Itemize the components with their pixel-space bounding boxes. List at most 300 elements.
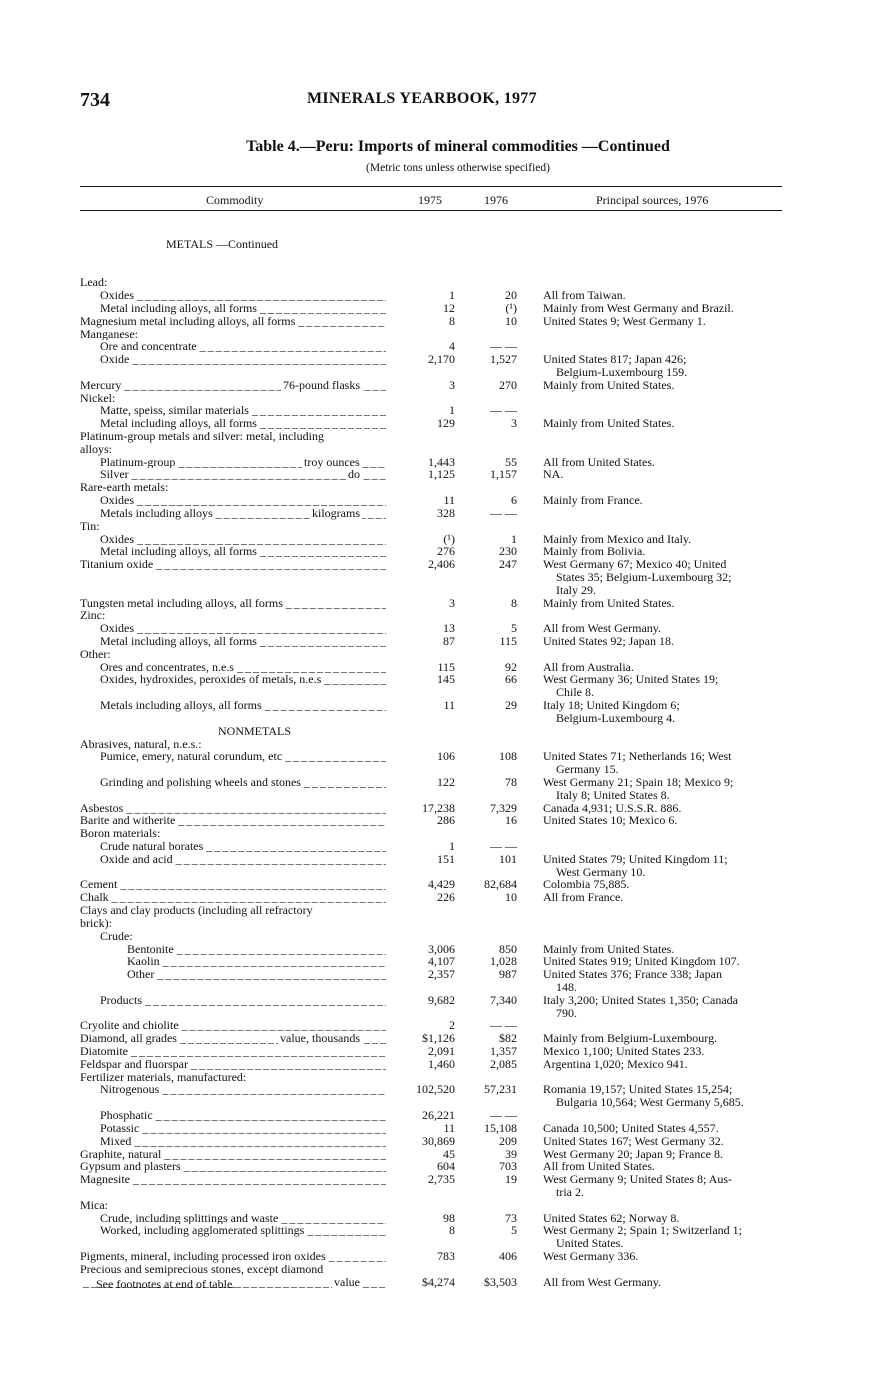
value-1975-cell: 2,170 — [428, 352, 455, 367]
commodity-text: Metals including alloys, all forms — [100, 699, 262, 712]
value-1976-cell: 10 — [505, 890, 517, 905]
commodity-text: Platinum-group metals and silver: metal, including — [80, 430, 324, 443]
column-header-sources: Principal sources, 1976 — [596, 193, 709, 207]
principal-sources-cell: United States 167; West Germany 32. — [543, 1133, 724, 1148]
table-header-rule — [80, 210, 782, 211]
commodity-text: Grinding and polishing wheels and stones — [100, 775, 301, 789]
principal-sources-cell: Italy 29. — [556, 582, 596, 597]
commodity-text: Boron materials: — [80, 827, 161, 840]
table-row — [0, 840, 871, 853]
table-row — [0, 1109, 871, 1122]
value-1976-cell: 66 — [505, 672, 517, 687]
unit-label: 76-pound flasks — [283, 377, 360, 392]
value-1975-cell: 106 — [437, 749, 455, 764]
commodity-text: Abrasives, natural, n.e.s.: — [80, 737, 202, 751]
commodity-text: Pumice, emery, natural corundum, etc — [100, 750, 283, 764]
principal-sources-cell: Mainly from United States. — [543, 595, 675, 610]
value-1975-cell: 604 — [437, 1159, 455, 1174]
commodity-text: Magnesium metal including alloys, all forms — [80, 314, 296, 328]
commodity-text: Worked, including agglomerated splittings — [100, 1224, 305, 1238]
table-row — [0, 571, 871, 584]
table-row — [0, 353, 871, 366]
value-1976-cell: 5 — [511, 621, 517, 636]
commodity-text: Precious and semiprecious stones, except diamond — [80, 1262, 324, 1276]
commodity-text: Other: — [80, 647, 111, 661]
principal-sources-cell: Colombia 75,885. — [543, 877, 630, 892]
value-1976-cell: 3 — [511, 416, 517, 431]
table-row — [0, 891, 871, 904]
value-1976-cell: 5 — [511, 1223, 517, 1238]
table-row — [0, 315, 871, 328]
value-1975-cell: 1,460 — [428, 1056, 455, 1071]
table-row — [0, 1135, 871, 1148]
commodity-label — [100, 353, 386, 366]
value-1975-cell: 1,125 — [428, 467, 455, 482]
table-row — [0, 738, 871, 751]
commodity-text: Manganese: — [80, 327, 138, 341]
principal-sources-cell: All from West Germany. — [543, 621, 662, 636]
value-1975-cell: 2,406 — [428, 557, 455, 572]
table-row — [0, 1263, 871, 1276]
commodity-label — [127, 968, 386, 981]
commodity-label — [100, 302, 386, 315]
commodity-text: Oxides, hydroxides, peroxides of metals, n.e.s — [100, 673, 322, 687]
principal-sources-cell: United States 919; United Kingdom 107. — [543, 954, 740, 969]
commodity-label — [100, 340, 386, 353]
value-1976-cell: 230 — [499, 544, 517, 559]
principal-sources-cell: West Germany 9; United States 8; Aus- — [543, 1172, 733, 1187]
principal-sources-cell: West Germany 2; Spain 1; Switzerland 1; — [543, 1223, 742, 1238]
value-1976-cell: 82,684 — [484, 877, 517, 892]
table-row — [0, 520, 871, 533]
value-1976-cell: — — — [490, 1018, 517, 1033]
value-1976-cell: 73 — [505, 1210, 517, 1225]
commodity-text: Metal including alloys, all forms — [100, 301, 257, 315]
value-1976-cell: 7,329 — [490, 800, 517, 815]
value-1975-cell: 129 — [437, 416, 455, 431]
table-row — [0, 533, 871, 546]
table-row — [0, 1007, 871, 1020]
commodity-text: Pigments, mineral, including processed iron oxides — [80, 1250, 326, 1263]
table-row — [0, 328, 871, 341]
commodity-text: Oxides — [100, 622, 134, 635]
commodity-text: Mixed — [100, 1134, 132, 1148]
principal-sources-cell: United States 9; West Germany 1. — [543, 313, 706, 328]
footnote: See footnotes at end of table. — [96, 1277, 236, 1291]
value-1975-cell: 102,520 — [416, 1082, 455, 1097]
commodity-text: Crude, including splittings and waste — [100, 1211, 279, 1225]
commodity-text: Clays and clay products (including all refractory — [80, 904, 313, 917]
principal-sources-cell: Mainly from Belgium-Luxembourg. — [543, 1031, 718, 1046]
table-row — [0, 1199, 871, 1212]
commodity-text: Nitrogenous — [100, 1083, 160, 1097]
commodity-text: Other — [127, 968, 155, 981]
principal-sources-cell: Mainly from United States. — [543, 941, 675, 956]
commodity-label — [80, 1263, 386, 1276]
commodity-label — [127, 943, 386, 956]
table-row — [0, 1045, 871, 1058]
value-1976-cell: 10 — [505, 313, 517, 328]
unit-label: troy ounces — [304, 454, 360, 469]
principal-sources-cell: Italy 8; United States 8. — [556, 787, 670, 802]
section-heading: NONMETALS — [218, 723, 292, 738]
principal-sources-cell: Bulgaria 10,564; West Germany 5,685. — [556, 1095, 744, 1110]
commodity-label — [100, 404, 386, 417]
value-1976-cell: 1,157 — [490, 467, 517, 482]
value-1975-cell: 11 — [443, 493, 455, 508]
principal-sources-cell: Mexico 1,100; United States 233. — [543, 1044, 705, 1058]
commodity-label — [80, 1173, 386, 1186]
table-top-rule — [80, 186, 782, 187]
commodity-text: Rare-earth metals: — [80, 481, 169, 495]
principal-sources-cell: West Germany 21; Spain 18; Mexico 9; — [543, 774, 734, 789]
table-row — [0, 1122, 871, 1135]
value-1975-cell: 151 — [437, 851, 455, 866]
table-row — [0, 699, 871, 712]
principal-sources-cell: All from West Germany. — [543, 1274, 662, 1289]
table-row — [0, 468, 871, 481]
table-row — [0, 968, 871, 981]
value-1975-cell: 2 — [449, 1018, 455, 1033]
value-1976-cell: 8 — [511, 595, 517, 610]
value-1975-cell: 3,006 — [428, 941, 455, 956]
commodity-label — [80, 1250, 386, 1263]
principal-sources-cell: Germany 15. — [556, 762, 619, 777]
principal-sources-cell: All from Taiwan. — [543, 288, 626, 303]
value-1975-cell: 4,107 — [428, 954, 455, 969]
table-row — [0, 597, 871, 610]
commodity-label — [80, 648, 386, 661]
principal-sources-cell: Mainly from Bolivia. — [543, 544, 646, 559]
value-1975-cell: 13 — [443, 621, 455, 636]
table-row — [0, 494, 871, 507]
commodity-text: Crude natural borates — [100, 840, 204, 853]
principal-sources-cell: 148. — [556, 979, 577, 994]
commodity-text: Matte, speiss, similar materials — [100, 404, 249, 418]
table-row — [0, 609, 871, 622]
principal-sources-cell: NA. — [543, 467, 564, 482]
value-1975-cell: 3 — [449, 595, 455, 610]
principal-sources-cell: Canada 4,931; U.S.S.R. 886. — [543, 800, 682, 815]
value-1975-cell: 783 — [437, 1249, 455, 1263]
principal-sources-cell: United States 62; Norway 8. — [543, 1210, 680, 1225]
value-1975-cell: 2,735 — [428, 1172, 455, 1187]
value-1976-cell: $82 — [499, 1031, 517, 1046]
commodity-label — [80, 827, 386, 840]
commodity-label — [80, 891, 386, 904]
commodity-text: Metal including alloys, all forms — [100, 545, 257, 559]
value-1975-cell: 1 — [449, 839, 455, 853]
commodity-text: Bentonite — [127, 942, 174, 956]
principal-sources-cell: Italy 18; United Kingdom 6; — [543, 698, 680, 713]
value-1976-cell: — — — [490, 505, 517, 520]
table-row — [0, 1250, 871, 1263]
value-1976-cell: 6 — [511, 493, 517, 508]
commodity-text: Chalk — [80, 891, 109, 905]
commodity-label — [100, 1083, 386, 1096]
principal-sources-cell: West Germany 67; Mexico 40; United — [543, 557, 727, 572]
table-row — [0, 827, 871, 840]
principal-sources-cell: Chile 8. — [556, 685, 594, 700]
value-1975-cell: 9,682 — [428, 992, 455, 1007]
commodity-text: Ore and concentrate — [100, 340, 197, 354]
commodity-label — [127, 955, 386, 968]
commodity-text: Barite and witherite — [80, 814, 176, 828]
table-row — [0, 673, 871, 686]
principal-sources-cell: United States 817; Japan 426; — [543, 352, 687, 367]
principal-sources-cell: Mainly from United States. — [543, 377, 675, 392]
table-row — [0, 289, 871, 302]
commodity-label — [80, 1199, 386, 1212]
running-head: MINERALS YEARBOOK, 1977 — [307, 90, 537, 107]
commodity-label — [80, 917, 386, 930]
value-1975-cell: 30,869 — [422, 1133, 455, 1148]
principal-sources-cell: United States 92; Japan 18. — [543, 634, 674, 648]
commodity-text: Oxide and acid — [100, 852, 173, 866]
commodity-label — [80, 814, 386, 827]
commodity-text: Silver — [100, 468, 129, 482]
commodity-text: Products — [100, 993, 142, 1007]
value-1976-cell: $3,503 — [484, 1274, 517, 1289]
value-1976-cell: 15,108 — [484, 1120, 517, 1135]
table-row — [0, 1224, 871, 1237]
value-1975-cell: 226 — [437, 890, 455, 905]
commodity-label — [100, 994, 386, 1007]
commodity-text: Oxides — [100, 532, 134, 546]
commodity-label — [100, 750, 386, 763]
table-row — [0, 379, 871, 392]
value-1975-cell: 12 — [443, 300, 455, 315]
principal-sources-cell: United States. — [556, 1236, 624, 1251]
commodity-label — [100, 545, 386, 558]
commodity-text: Ores and concentrates, n.e.s — [100, 660, 234, 674]
value-1976-cell: 108 — [499, 749, 517, 764]
value-1975-cell: 17,238 — [422, 800, 455, 815]
table-row — [0, 776, 871, 789]
value-1975-cell: 4,429 — [428, 877, 455, 892]
commodity-text: Graphite, natural — [80, 1147, 162, 1161]
principal-sources-cell: All from France. — [543, 890, 624, 905]
value-1976-cell: 850 — [499, 941, 517, 956]
commodity-text: Nickel: — [80, 391, 116, 405]
table-row — [0, 238, 871, 251]
commodity-text: Zinc: — [80, 609, 106, 623]
page-number: 734 — [80, 89, 110, 111]
commodity-text: Tungsten metal including alloys, all forms — [80, 596, 283, 610]
value-1975-cell: 2,357 — [428, 967, 455, 982]
principal-sources-cell: Belgium-Luxembourg 159. — [556, 364, 688, 379]
commodity-label — [80, 609, 386, 622]
value-1976-cell: 7,340 — [490, 992, 517, 1007]
value-1975-cell: 98 — [443, 1210, 455, 1225]
table-row — [0, 763, 871, 776]
table-row — [0, 302, 871, 315]
principal-sources-cell: United States 10; Mexico 6. — [543, 813, 678, 828]
table-row — [0, 661, 871, 674]
value-1975-cell: (¹) — [443, 531, 455, 546]
principal-sources-cell: United States 376; France 338; Japan — [543, 967, 722, 982]
commodity-text: Titanium oxide — [80, 558, 154, 571]
value-1976-cell: 1 — [511, 531, 517, 546]
commodity-label — [100, 635, 386, 648]
unit-label: value — [334, 1274, 360, 1289]
principal-sources-cell: All from United States. — [543, 1159, 655, 1174]
value-1976-cell: 270 — [499, 377, 517, 392]
section-heading: METALS —Continued — [166, 236, 279, 251]
principal-sources-cell: Belgium-Luxembourg 4. — [556, 710, 676, 725]
table-row — [0, 930, 871, 943]
commodity-label — [80, 315, 386, 328]
table-row — [0, 789, 871, 802]
value-1976-cell: 247 — [499, 557, 517, 572]
value-1975-cell: 286 — [437, 813, 455, 828]
commodity-text: Metal including alloys, all forms — [100, 417, 257, 430]
value-1975-cell: 45 — [443, 1146, 455, 1161]
commodity-text: Metal including alloys, all forms — [100, 635, 257, 648]
value-1976-cell: 78 — [505, 774, 517, 789]
unit-label: value, thousands — [280, 1031, 360, 1046]
principal-sources-cell: tria 2. — [556, 1184, 584, 1199]
commodity-label — [80, 328, 386, 341]
value-1976-cell: 1,527 — [490, 352, 517, 367]
commodity-label — [100, 622, 386, 635]
commodity-text: Potassic — [100, 1121, 140, 1135]
commodity-label — [100, 1135, 386, 1148]
value-1975-cell: 328 — [437, 505, 455, 520]
table-row — [0, 507, 871, 520]
table-row — [0, 635, 871, 648]
commodity-text: Kaolin — [127, 955, 160, 969]
table-row — [0, 814, 871, 827]
value-1975-cell: $4,274 — [422, 1274, 455, 1289]
commodity-text: Oxides — [100, 289, 134, 302]
table-row — [0, 1148, 871, 1161]
value-1976-cell: 209 — [499, 1133, 517, 1148]
commodity-text: Tin: — [80, 519, 100, 533]
value-1975-cell: 1 — [449, 403, 455, 418]
commodity-text: Gypsum and plasters — [80, 1160, 181, 1174]
table-row — [0, 366, 871, 379]
table-row — [0, 251, 871, 264]
commodity-label — [100, 840, 386, 853]
table-row — [0, 853, 871, 866]
value-1975-cell: 11 — [443, 1120, 455, 1135]
table-title: Table 4.—Peru: Imports of mineral commodities —Continued — [246, 138, 670, 155]
value-1976-cell: 1,357 — [490, 1044, 517, 1058]
commodity-text: Oxide — [100, 353, 130, 366]
table-row — [0, 648, 871, 661]
commodity-label — [100, 853, 386, 866]
table-row — [0, 981, 871, 994]
commodity-label — [80, 443, 386, 456]
value-1976-cell: 55 — [505, 454, 517, 469]
commodity-label — [80, 802, 386, 815]
commodity-label — [100, 1224, 386, 1237]
table-subtitle: (Metric tons unless otherwise specified) — [366, 162, 550, 174]
commodity-text: Mica: — [80, 1198, 108, 1212]
table-row — [0, 622, 871, 635]
table-row — [0, 750, 871, 763]
value-1975-cell: 8 — [449, 313, 455, 328]
value-1976-cell: 39 — [505, 1146, 517, 1161]
value-1975-cell: 1 — [449, 288, 455, 303]
value-1975-cell: 3 — [449, 377, 455, 392]
table-row — [0, 558, 871, 571]
commodity-label — [100, 1109, 386, 1122]
commodity-label — [100, 699, 386, 712]
table-row — [0, 1237, 871, 1250]
principal-sources-cell: 790. — [556, 1005, 577, 1020]
principal-sources-cell: Romania 19,157; United States 15,254; — [543, 1082, 733, 1097]
commodity-text: Cement — [80, 878, 118, 892]
value-1976-cell: 19 — [505, 1172, 517, 1187]
commodity-label — [80, 430, 386, 443]
commodity-label — [100, 417, 386, 430]
commodity-label — [80, 597, 386, 610]
table-row — [0, 878, 871, 891]
unit-label: do — [348, 467, 360, 482]
commodity-text: Phosphatic — [100, 1109, 153, 1122]
commodity-label — [100, 289, 386, 302]
commodity-label — [80, 738, 386, 751]
value-1976-cell: — — — [490, 403, 517, 418]
principal-sources-cell: Argentina 1,020; Mexico 941. — [543, 1056, 688, 1071]
commodity-text: Crude: — [100, 929, 133, 943]
commodity-text: Platinum-group — [100, 455, 176, 469]
table-row — [0, 904, 871, 917]
value-1975-cell: 87 — [443, 634, 455, 648]
value-1976-cell: 57,231 — [484, 1082, 517, 1097]
principal-sources-cell: Canada 10,500; United States 4,557. — [543, 1120, 719, 1135]
commodity-text: Diatomite — [80, 1045, 128, 1058]
value-1975-cell: 8 — [449, 1223, 455, 1238]
principal-sources-cell: Mainly from France. — [543, 493, 643, 508]
commodity-label — [80, 1071, 386, 1084]
commodity-label — [80, 392, 386, 405]
table-row — [0, 725, 871, 738]
commodity-text: alloys: — [80, 442, 112, 456]
commodity-label — [100, 673, 386, 686]
principal-sources-cell: States 35; Belgium-Luxembourg 32; — [556, 569, 732, 584]
table-row — [0, 802, 871, 815]
value-1975-cell: 11 — [443, 698, 455, 713]
value-1976-cell: 92 — [505, 659, 517, 674]
commodity-label — [80, 904, 386, 917]
commodity-label — [80, 1045, 386, 1058]
principal-sources-cell: United States 79; United Kingdom 11; — [543, 851, 728, 866]
table-row — [0, 276, 871, 289]
value-1976-cell: 20 — [505, 288, 517, 303]
column-header-1976: 1976 — [484, 193, 508, 207]
value-1976-cell: — — — [490, 1108, 517, 1123]
value-1975-cell: 26,221 — [422, 1108, 455, 1123]
commodity-label — [80, 1148, 386, 1161]
principal-sources-cell: All from Australia. — [543, 659, 634, 674]
table-row — [0, 263, 871, 276]
table-row — [0, 994, 871, 1007]
commodity-label — [80, 1058, 386, 1071]
commodity-label — [100, 1212, 386, 1225]
unit-label: kilograms — [312, 505, 360, 520]
table-row — [0, 417, 871, 430]
principal-sources-cell: All from United States. — [543, 454, 655, 469]
table-row — [0, 1173, 871, 1186]
principal-sources-cell: Mainly from United States. — [543, 416, 675, 431]
commodity-label — [100, 930, 386, 943]
table-row — [0, 392, 871, 405]
value-1976-cell: — — — [490, 339, 517, 354]
commodity-text: Mercury — [80, 378, 122, 392]
